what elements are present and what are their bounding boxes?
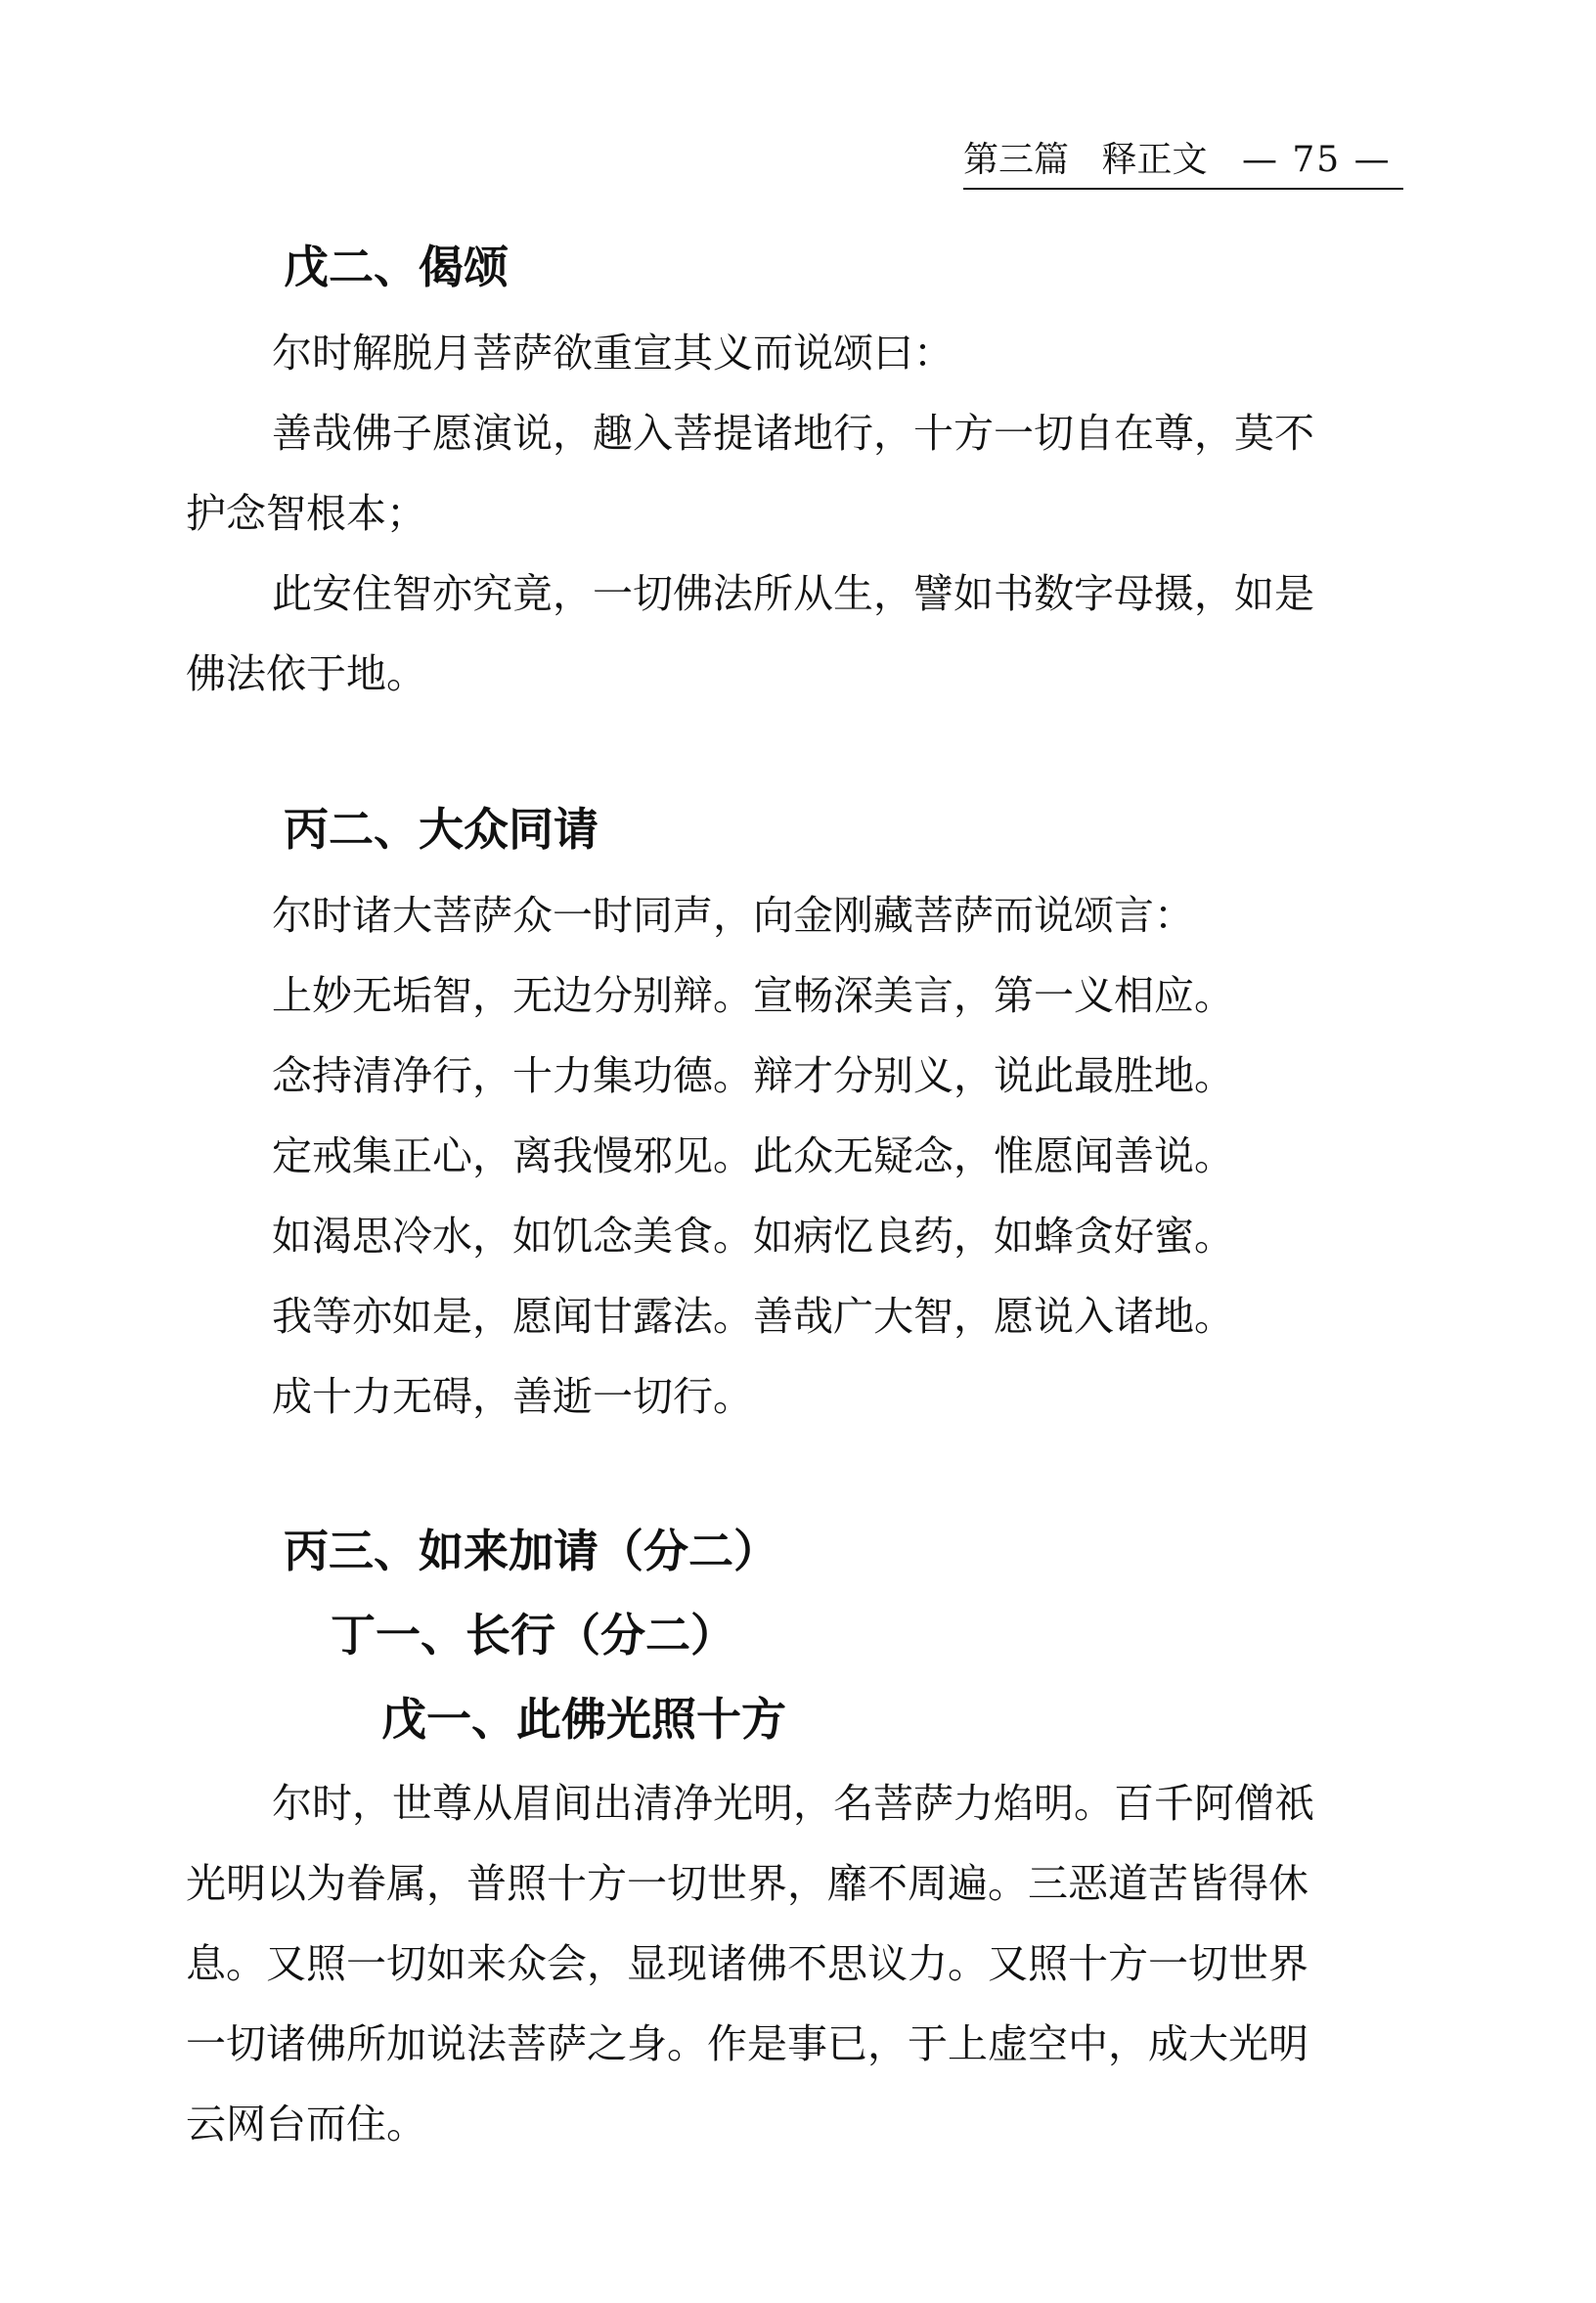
text-line: 佛法依于地。: [186, 650, 426, 697]
section-heading: 丙三、如来加请（分二）: [284, 1525, 778, 1577]
header-title: 释正文: [1101, 140, 1208, 180]
text-line: 善哉佛子愿演说，趣入菩提诸地行，十方一切自在尊，莫不: [272, 410, 1314, 457]
running-header: [963, 139, 1403, 190]
text-line: 成十力无碍，善逝一切行。: [272, 1373, 753, 1420]
text-line: 尔时，世尊从眉间出清净光明，名菩萨力焰明。百千阿僧祇: [272, 1780, 1314, 1827]
sub-sub-heading: 戊一、此佛光照十方: [381, 1693, 786, 1746]
header-chapter: 第三篇: [963, 140, 1070, 180]
text-line: 尔时解脱月菩萨欲重宣其义而说颂曰：: [272, 330, 953, 376]
text-line: 一切诸佛所加说法菩萨之身。作是事已，于上虚空中，成大光明: [186, 2020, 1308, 2067]
text-line: 我等亦如是，愿闻甘露法。善哉广大智，愿说入诸地。: [272, 1293, 1234, 1340]
text-line: 尔时诸大菩萨众一时同声，向金刚藏菩萨而说颂言：: [272, 892, 1194, 939]
sub-heading: 丁一、长行（分二）: [331, 1609, 735, 1661]
text-line: 息。又照一切如来众会，显现诸佛不思议力。又照十方一切世界: [186, 1940, 1308, 1987]
text-line: 护念智根本；: [186, 490, 426, 537]
text-line: 光明以为眷属，普照十方一切世界，靡不周遍。三恶道苦皆得休: [186, 1860, 1308, 1907]
text-line: 念持清净行，十力集功德。辩才分别义，说此最胜地。: [272, 1052, 1234, 1099]
text-line: 此安住智亦究竟，一切佛法所从生，譬如书数字母摄，如是: [272, 570, 1314, 617]
text-line: 定戒集正心，离我慢邪见。此众无疑念，惟愿闻善说。: [272, 1132, 1234, 1179]
page-number: — 75 —: [1241, 140, 1392, 180]
section-heading: 戊二、偈颂: [284, 241, 509, 293]
section-heading: 丙二、大众同请: [284, 803, 598, 856]
text-line: 云网台而住。: [186, 2101, 426, 2148]
text-line: 如渴思冷水，如饥念美食。如病忆良药，如蜂贪好蜜。: [272, 1213, 1234, 1260]
text-line: 上妙无垢智，无边分别辩。宣畅深美言，第一义相应。: [272, 972, 1234, 1019]
